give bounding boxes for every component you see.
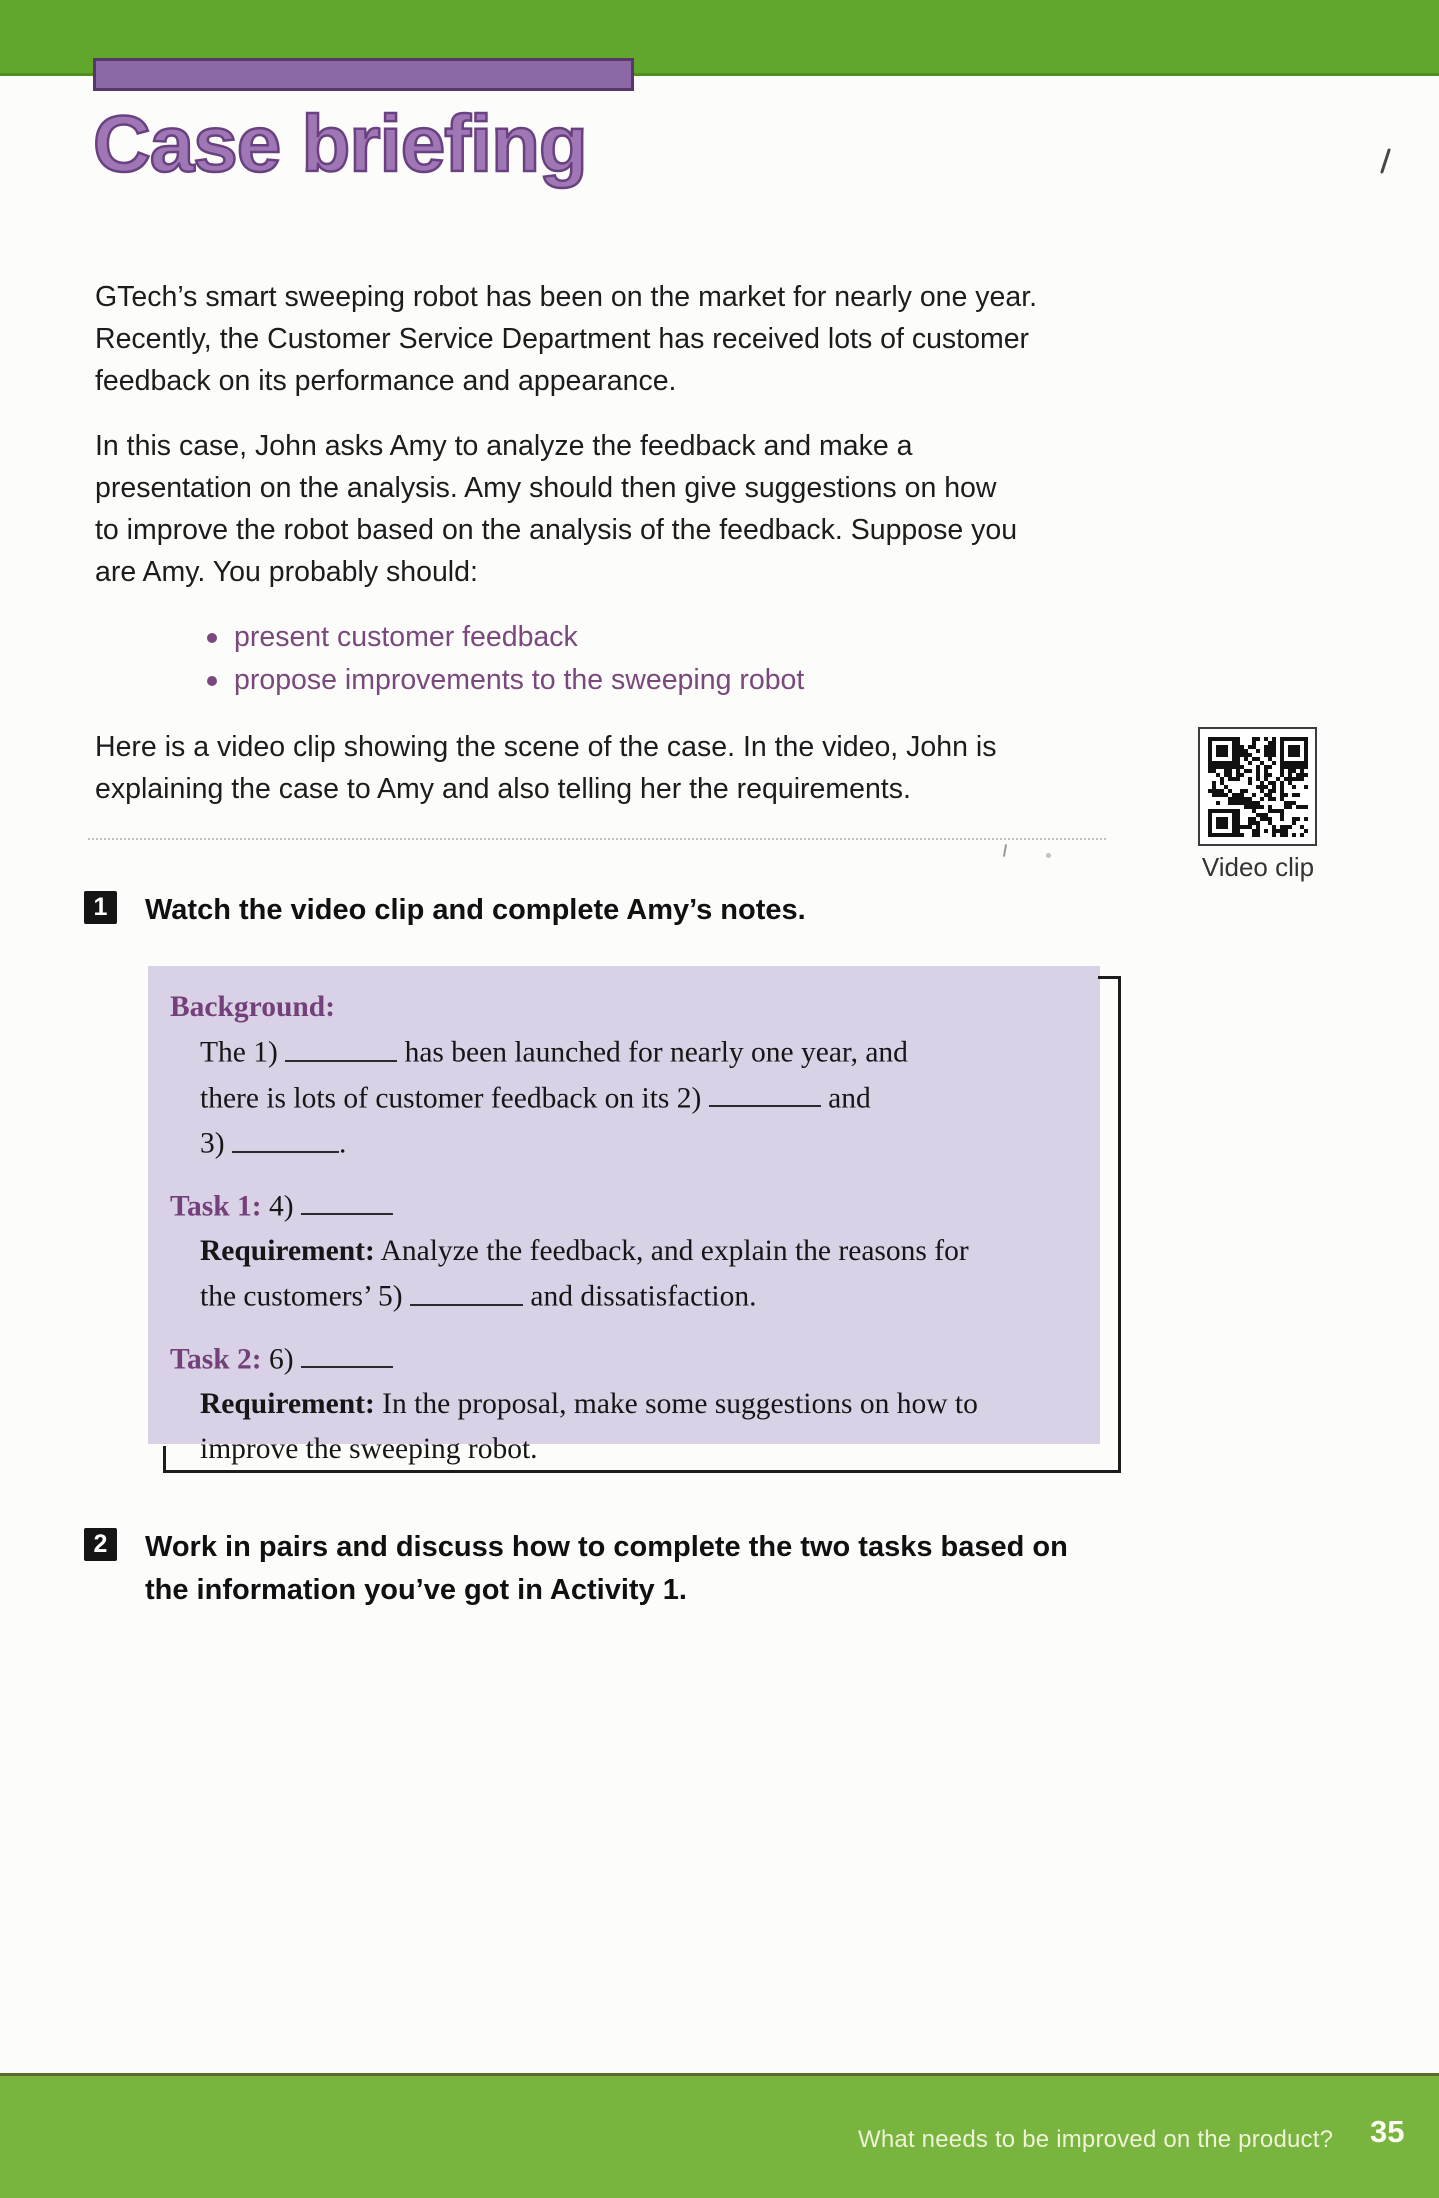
- note-line: [170, 1337, 1082, 1383]
- notes-bracket-bottom: [163, 1470, 1121, 1473]
- text-line: GTech’s smart sweeping robot has been on the market for nearly one year.: [95, 281, 1038, 313]
- note-text: the customers’ 5): [200, 1280, 410, 1313]
- note-line: [170, 1229, 1082, 1274]
- text-line: presentation on the analysis. Amy should then give suggestions on how: [95, 472, 997, 504]
- note-line: [170, 1382, 1082, 1427]
- amys-notes-content: [148, 966, 1100, 1472]
- note-line: [170, 1121, 1082, 1167]
- text-line: Here is a video clip showing the scene of the case. In the video, John is: [95, 731, 997, 763]
- paragraph-video: [95, 726, 1135, 810]
- bullet-dot-icon: [207, 676, 217, 686]
- notes-bracket-right: [1118, 976, 1121, 1473]
- intro-section: [95, 276, 1135, 833]
- footer-page-number: 35: [1370, 2114, 1405, 2149]
- bullet-item: [207, 659, 1135, 702]
- bullet-item: [207, 616, 1135, 659]
- note-text: Requirement:: [200, 1235, 375, 1267]
- page-title: Case briefing: [93, 99, 587, 188]
- note-line: [170, 1076, 1082, 1122]
- qr-code-icon: [1208, 737, 1308, 837]
- note-text: Analyze the feedback, and explain the reasons for: [374, 1235, 969, 1267]
- text-line: Work in pairs and discuss how to complete the two tasks based on: [145, 1531, 1068, 1563]
- fill-in-blank: [410, 1274, 523, 1306]
- note-line: [170, 985, 1082, 1030]
- note-text: 4): [261, 1190, 301, 1222]
- text-line: to improve the robot based on the analysis of the feedback. Suppose you: [95, 514, 1018, 546]
- amys-notes-box: [148, 966, 1100, 1465]
- text-line: explaining the case to Amy and also telling her the requirements.: [95, 773, 911, 805]
- fill-in-blank: [301, 1337, 393, 1369]
- notes-bracket-left: [163, 1446, 166, 1473]
- activity-1-instruction: [145, 889, 1165, 932]
- note-text: .: [338, 1127, 347, 1160]
- note-line: [170, 1427, 1082, 1472]
- note-text: there is lots of customer feedback on its 2): [200, 1082, 709, 1114]
- activity-1-number-badge: 1: [84, 891, 117, 924]
- note-line: [170, 1030, 1082, 1076]
- text-line: the information you’ve got in Activity 1.: [145, 1574, 687, 1606]
- note-text: 6): [261, 1343, 301, 1375]
- task-bullet-list: [95, 616, 1135, 702]
- note-text: improve the sweeping robot.: [200, 1433, 538, 1465]
- note-text: 3): [200, 1127, 232, 1160]
- text-line: Watch the video clip and complete Amy’s notes.: [145, 894, 806, 926]
- bullet-label: propose improvements to the sweeping robot: [234, 664, 805, 696]
- footer-unit-question: What needs to be improved on the product?: [858, 2126, 1334, 2153]
- text-line: In this case, John asks Amy to analyze the feedback and make a: [95, 430, 913, 462]
- note-text: and dissatisfaction.: [523, 1280, 757, 1313]
- text-line: are Amy. You probably should:: [95, 556, 478, 588]
- note-text: Background:: [170, 991, 336, 1023]
- note-text: Task 1:: [170, 1190, 262, 1222]
- title-decorative-bar: [93, 58, 634, 91]
- fill-in-blank: [301, 1184, 393, 1216]
- paragraph-market: [95, 276, 1135, 402]
- note-line: [170, 1184, 1082, 1230]
- note-text: The 1): [200, 1036, 286, 1069]
- fill-in-blank: [232, 1121, 339, 1153]
- pen-mark: [1046, 853, 1051, 858]
- dotted-divider: [88, 838, 1106, 840]
- note-text: Task 2:: [170, 1343, 262, 1375]
- note-text: Requirement:: [200, 1388, 375, 1420]
- bullet-dot-icon: [207, 633, 217, 643]
- text-line: feedback on its performance and appearance.: [95, 365, 677, 397]
- pen-mark: [1380, 148, 1391, 174]
- activity-2-number-badge: 2: [84, 1528, 117, 1561]
- fill-in-blank: [285, 1030, 397, 1062]
- bullet-label: present customer feedback: [234, 621, 578, 653]
- qr-caption: Video clip: [1201, 852, 1315, 882]
- paragraph-case: [95, 425, 1135, 593]
- note-text: has been launched for nearly one year, and: [397, 1036, 908, 1069]
- activity-2-instruction: [145, 1526, 1165, 1612]
- note-line: [170, 1274, 1082, 1320]
- note-text: In the proposal, make some suggestions on how to: [374, 1388, 978, 1420]
- note-text: and: [820, 1082, 871, 1114]
- notes-bracket-top: [1098, 976, 1121, 979]
- pen-mark: [1003, 844, 1007, 857]
- video-clip-qr-frame: [1198, 727, 1317, 846]
- text-line: Recently, the Customer Service Department has received lots of customer: [95, 323, 1030, 355]
- fill-in-blank: [709, 1076, 821, 1108]
